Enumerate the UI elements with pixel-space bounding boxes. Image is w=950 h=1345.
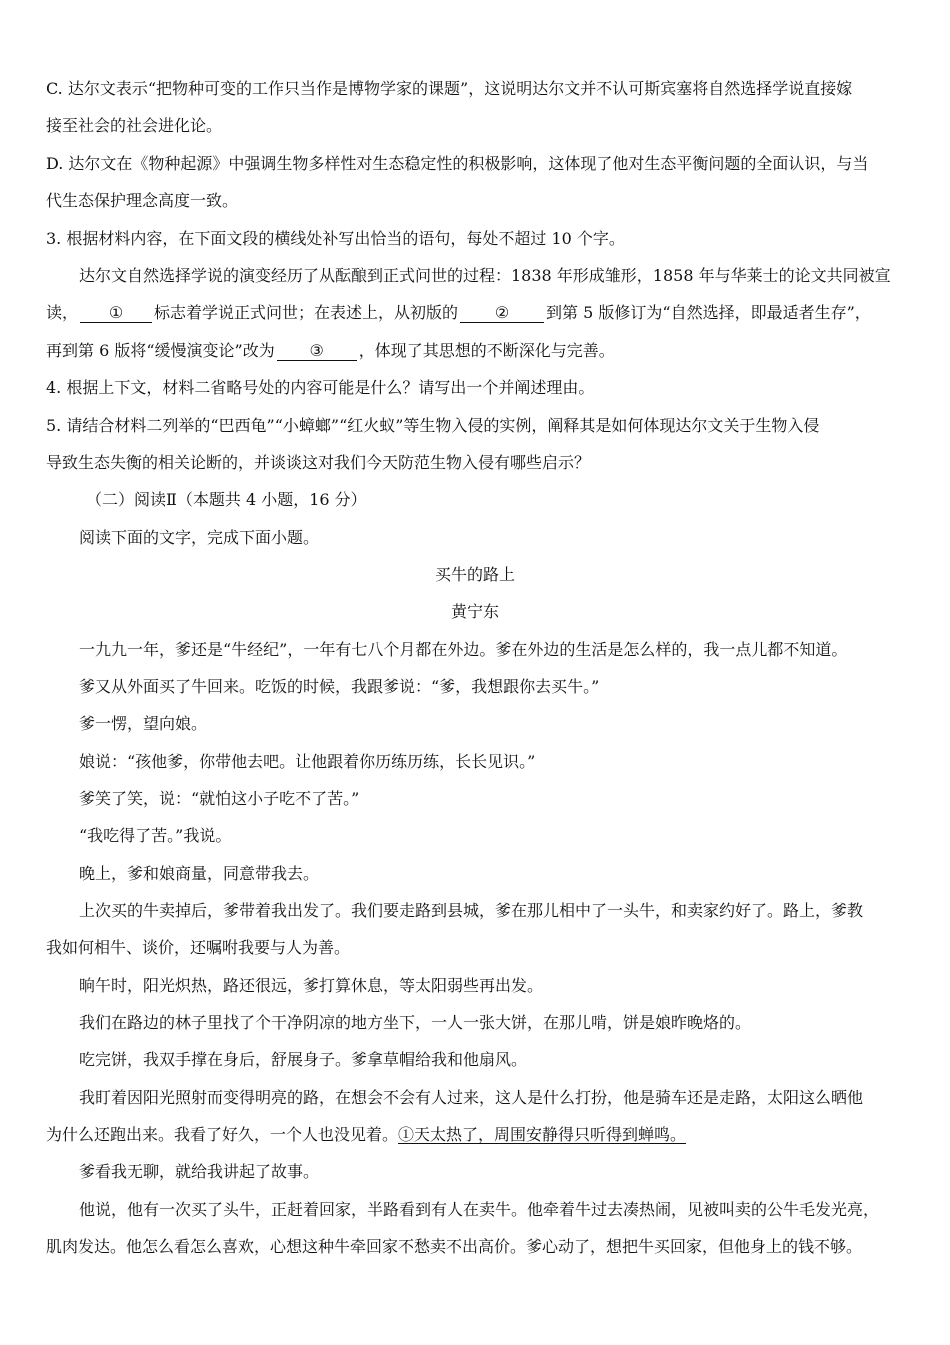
section-instruction: 阅读下面的文字，完成下面小题。: [79, 528, 320, 547]
story-paragraph: 我们在路边的林子里找了个干净阴凉的地方坐下，一人一张大饼，在那儿啃，饼是娘昨晚烙的。: [79, 1013, 752, 1032]
section-heading: （二）阅读Ⅱ（本题共 4 小题，16 分）: [86, 490, 367, 509]
story-author: 黄宁东: [450, 602, 499, 621]
story-paragraph: 爹看我无聊，就给我讲起了故事。: [79, 1162, 320, 1181]
story-text: 为什么还跑出来。我看了好久，一个人也没见着。: [46, 1125, 399, 1144]
story-paragraph: 晚上，爹和娘商量，同意带我去。: [79, 864, 320, 883]
story-paragraph-cont: [46, 1124, 910, 1146]
passage-text: 再到第 6 版将“缓慢演变论”改为: [46, 341, 275, 360]
question-3-passage-line3: [46, 340, 910, 362]
question-5-line2: 导致生态失衡的相关论断的，并谈谈这对我们今天防范生物入侵有哪些启示？: [46, 453, 591, 472]
story-paragraph: 爹又从外面买了牛回来。吃饭的时候，我跟爹说：“爹，我想跟你去买牛。”: [79, 677, 600, 696]
passage-text: 读，: [46, 303, 79, 322]
story-paragraph-cont: 肌肉发达。他怎么看怎么喜欢，心想这种牛牵回家不愁卖不出高价。爹心动了，想把牛买回家，但他身上的钱不够。: [46, 1237, 863, 1256]
story-paragraph: 爹一愣，望向娘。: [79, 714, 208, 733]
question-3-stem: 3. 根据材料内容，在下面文段的横线处补写出恰当的语句，每处不超过 10 个字。: [46, 229, 625, 248]
blank-3[interactable]: ③: [277, 342, 357, 361]
story-paragraph: 我盯着因阳光照射而变得明亮的路，在想会不会有人过来，这人是什么打扮，他是骑车还是走路，太阳这么晒他: [79, 1088, 864, 1107]
blank-1[interactable]: ①: [80, 304, 152, 323]
question-4: 4. 根据上下文，材料二省略号处的内容可能是什么？请写出一个并阐述理由。: [46, 378, 595, 397]
option-c-line1: C. 达尔文表示“把物种可变的工作只当作是博物学家的课题”，这说明达尔文并不认可斯宾塞将自然选择学说直接嫁: [46, 79, 853, 98]
question-3-passage-line2: [46, 302, 910, 324]
story-paragraph: “我吃得了苦。”我说。: [79, 826, 232, 845]
story-paragraph: 晌午时，阳光炽热，路还很远，爹打算休息，等太阳弱些再出发。: [79, 976, 544, 995]
passage-text: 到第 5 版修订为“自然选择，即最适者生存”，: [546, 303, 871, 322]
passage-text: 标志着学说正式问世；在表述上，从初版的: [154, 303, 459, 322]
option-d-line2: 代生态保护理念高度一致。: [46, 191, 239, 210]
passage-text: ，体现了其思想的不断深化与完善。: [358, 341, 615, 360]
story-paragraph: 一九九一年，爹还是“牛经纪”，一年有七八个月都在外边。爹在外边的生活是怎么样的，我一点儿都不知道。: [79, 640, 848, 659]
question-3-passage-line1: 达尔文自然选择学说的演变经历了从酝酿到正式问世的过程：1838 年形成雏形，1858 年与华莱士的论文共同被宣: [79, 266, 891, 285]
question-5-line1: 5. 请结合材料二列举的“巴西龟”“小蟑螂”“红火蚁”等生物入侵的实例，阐释其是如何体现达尔文关于生物入侵: [46, 416, 820, 435]
option-d-line1: D. 达尔文在《物种起源》中强调生物多样性对生态稳定性的积极影响，这体现了他对生态平衡问题的全面认识，与当: [46, 154, 869, 173]
blank-2[interactable]: ②: [460, 304, 544, 323]
story-paragraph: 他说，他有一次买了头牛，正赶着回家，半路看到有人在卖牛。他牵着牛过去凑热闹，见被叫卖的公牛毛发光亮，: [79, 1200, 880, 1219]
story-paragraph-cont: 我如何相牛、谈价，还嘱咐我要与人为善。: [46, 938, 351, 957]
story-paragraph: 吃完饼，我双手撑在身后，舒展身子。爹拿草帽给我和他扇风。: [79, 1050, 528, 1069]
underlined-sentence-1: ①天太热了，周围安静得只听得到蝉鸣。: [398, 1125, 687, 1144]
option-c-line2: 接至社会的社会进化论。: [46, 116, 223, 135]
story-paragraph: 上次买的牛卖掉后，爹带着我出发了。我们要走路到县城，爹在那儿相中了一头牛，和卖家约好了。路上，爹教: [79, 901, 864, 920]
story-paragraph: 爹笑了笑，说：“就怕这小子吃不了苦。”: [79, 789, 360, 808]
story-title: 买牛的路上: [434, 565, 515, 584]
story-paragraph: 娘说：“孩他爹，你带他去吧。让他跟着你历练历练，长长见识。”: [79, 752, 536, 771]
